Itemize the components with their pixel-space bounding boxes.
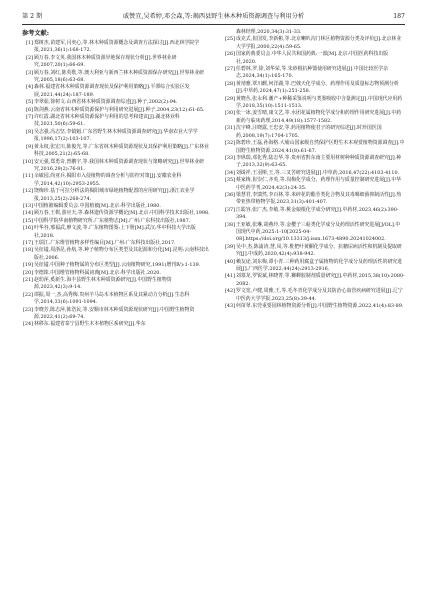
reference-text: 黄永权,张宏川,陈俊光,等.广东省林木种质资源现状及其保护利用策略[J].广东林业科技,2005,21(2):65-68. <box>34 143 209 158</box>
reference-number: [37] <box>224 206 235 213</box>
reference-number: [6] <box>26 106 33 113</box>
reference-entry <box>22 70 210 85</box>
reference-entry <box>22 173 210 188</box>
page-number: 187 <box>393 13 405 20</box>
reference-text: 森林.福建省林木种质资源调查现状及保护利用策略[J].平潭综合实验区发展,2021,44(24):187-189. <box>34 84 190 98</box>
reference-text: 黄靖雅,覃川麒,何洋湖,等.巴戟天化学成分、药理作用及质量标志物预测分析[J].中草药,2024,47(1):251-258. <box>236 80 399 95</box>
reference-entry <box>224 81 405 96</box>
reference-text: 饶梅珍.基于可拉分析法的揭阳城市绿地植物配置的应用研究[J].浙江农业学报,2013,25(2):268-274. <box>34 188 195 202</box>
reference-entry <box>224 192 405 207</box>
reference-number: [22] <box>22 291 33 298</box>
running-header <box>22 10 405 24</box>
reference-entry <box>224 66 405 81</box>
reference-number: [20] <box>22 269 33 276</box>
reference-number: [2] <box>26 54 33 61</box>
reference-text: 沈宇峰,汪晓露,王忠安,等.药用植物使君子的研究综述[J].时珍国医国药,2008,19(7):1704-1705. <box>236 125 382 139</box>
reference-text: 王瑞江.广东维管植物多样性编目[M].广州:广东科技出版社,2017. <box>34 239 176 246</box>
reference-number: [13] <box>22 202 33 209</box>
reference-entry <box>224 288 405 303</box>
reference-text: 李德铢.中国维管植物科属词典[M].北京:科学出版社,2020. <box>34 269 161 276</box>
reference-entry <box>22 247 210 262</box>
reference-number: [11] <box>22 173 33 180</box>
reference-number: [30] <box>224 110 235 117</box>
reference-number: [16] <box>22 225 33 232</box>
reference-number: [32] <box>224 140 235 147</box>
reference-number: [41] <box>224 273 235 280</box>
reference-entry <box>22 188 210 203</box>
reference-entry <box>22 129 210 144</box>
reference-number: [42] <box>224 288 235 295</box>
reference-number: [28] <box>224 80 235 87</box>
reference-entry <box>22 225 210 240</box>
header-rule <box>22 24 405 25</box>
reference-text: 李纵瑞,邓化秀,陆志华,等.贵州省黔东南主要用材树种种质资源调查研究[J].种子,2013,32(9):63-65. <box>236 154 402 169</box>
reference-entry <box>224 155 405 170</box>
reference-number: [5] <box>26 99 33 106</box>
reference-text: 余敏园,尚亚兵.揭阳市入侵植物的调查分析与防控对策[J].安徽农业科学,2014,42(10):2953-2955. <box>34 173 182 187</box>
reference-number: [40] <box>224 258 235 265</box>
reference-entry <box>224 36 405 51</box>
reference-text: 罗文宽,卢健,周雅,王,等.毛冬青化学成分及其防治心血管疾病研究进展[J].辽宁中医药大学学报,2023,25(8):39-44. <box>236 288 403 302</box>
reference-number: [33] <box>224 154 235 161</box>
reference-entry <box>22 321 210 328</box>
reference-text: 吴志强,冯志坚,李镇魁.广东省野生林木种质资源调查研究[J].华南农业大学学报,1996,17(2):103-107. <box>34 128 198 143</box>
reference-text: 郑树杰,苗建军,闫奕心,等.林木种质资源概念及调查方法探讨[J].西北林学院学报,2021,36(1):168-172. <box>34 40 200 54</box>
reference-text: 安元强,郑勇奇,曾鹏宇,等.我国林木种质资源调查现状与策略研究[J].世界林业研究,2016,29(2):76-81. <box>34 158 205 172</box>
reference-text: 赵幼萍,奚新生.海丰县野生林木种质资源研究[J].中国野生植物资源,2023,42(3):9-14. <box>34 277 172 291</box>
reference-text: 吴征镒,周浙昆,孙航,等.种子植物分布区类型及其起源和分化[M].昆明:云南科技出版社,2006. <box>34 247 209 261</box>
reference-text: 顾万春,李文英.我国林木种质资源异地保存现状分析[J].世界林业研究,2007,20(1):66-69. <box>34 54 177 69</box>
reference-text: 陈碧珍,王磊,孙海格.大埔山国家级自然保护区野生木本观赏植物资源调查[J].中国野生植物资源,2024,41(8):61-67. <box>236 140 405 154</box>
reference-text: 顾万春,刘红,陈英歌,等.澳大利亚与新西兰林木种质资源保存研究[J].世界林业研究,2005,18(6):63-68. <box>34 69 205 84</box>
reference-number: [27] <box>224 66 235 73</box>
reference-text: 梁慧君,李馈然,李百林,等.米碎花的酯苷类化合物及其毒噶细菌抑制活性[J].热带亚热带植物学报,2023,31(3):401-407. <box>236 191 402 206</box>
reference-entry <box>22 270 210 277</box>
references-right-column <box>224 29 405 310</box>
reference-entry <box>224 222 405 244</box>
reference-number: [9] <box>26 143 33 150</box>
reference-entry <box>22 84 210 99</box>
reference-entry <box>224 303 405 310</box>
reference-number: [24] <box>22 321 33 328</box>
reference-text: 江聪容,张广杰,李敏,等.桃金娘根化学成分研究[J].中药材,2023,46(2):390-394. <box>236 206 399 221</box>
reference-text: 李翠茹,徐树文.山西省林木种质资源调查综述[J].种子,2002(2):94. <box>34 99 178 106</box>
running-title: 戚赞宜,吴希婷,邓会森,等:揭西县野生林木种质资源调查与利用分析 <box>122 13 305 20</box>
reference-text: 任碧林,罗,徐,刘华荣,等.朱砂根抗种馏使用研究进展[J].中国比较医学杂志,2024,34(1):165-170. <box>236 66 389 80</box>
reference-number: [17] <box>22 239 33 246</box>
reference-text: 李晓芳,陈志萍,陈浩民,等.安顺市林木种质资源现状研究[J].中国野生植物资源,2022,41(2):69-74. <box>34 306 195 321</box>
reference-text: 吴中,杰,陈浦涛,慧,凤,等.枇杷叶黄酮化学成分、抗糖尿病活性和机制及提取研究[J].中成药,2020,42(4):938-942. <box>236 243 402 258</box>
reference-number: [39] <box>224 243 235 250</box>
reference-entry <box>224 170 405 177</box>
reference-text: 何苗翠.东莞重要园林植物资源分析[J].中国野生植物资源,2022,41(4):83-89. <box>236 303 404 310</box>
reference-text: 吴征镒.中国种子植物属的分布区类型[J].云南植物研究,1991(增刊Ⅳ):1-139. <box>34 262 201 269</box>
reference-number: [3] <box>26 69 33 76</box>
reference-number: [10] <box>22 158 33 165</box>
reference-entry <box>22 99 210 106</box>
reference-number: [25] <box>224 36 235 43</box>
reference-text: 国家药典委员会.中华人民共和国药典:一部[M].北京:中国医药科技出版社,2020. <box>236 51 389 65</box>
reference-number: [35] <box>224 177 235 184</box>
reference-number: [15] <box>22 217 33 224</box>
reference-entry <box>224 96 405 111</box>
reference-entry <box>22 159 210 174</box>
reference-entry <box>22 107 210 114</box>
reference-number: [43] <box>224 303 235 310</box>
reference-number: [12] <box>22 188 33 195</box>
reference-number: [29] <box>224 95 235 102</box>
reference-number: [8] <box>26 128 33 135</box>
reference-text: 蔡家梅,崔崇仁,齐英,等.岗梅化学成分、药理作用与质量控制研究进展[J].中华中医药学刊,2024,42(3):24-35. <box>236 177 402 191</box>
reference-number: [34] <box>224 169 235 176</box>
reference-text: 中国科学院华南植物研究所.广东植物志[M].广州:广东科技出版社,1987. <box>34 217 191 224</box>
reference-number: [19] <box>22 262 33 269</box>
reference-number: [31] <box>224 125 235 132</box>
reference-text: 王亚敏,张琳,胡燕玲,等.金樱子三萜类化学成分及药理活性研究进展[J/OL].中国现代中药,2025:1-10[2025-04-08].https://doi.org/10.13313/j.issn.1673-4890.20241024002. <box>236 221 401 243</box>
reference-text: 叶华谷,邢福武,廖文波,等.广东植物图鉴:上下册[M].武汉:华中科技大学出版社,2018. <box>34 225 196 239</box>
reference-text: 张一冰,姜雪晴,康文艺,等.水团花属植物化学成分和药理作用研究进展[J].中药新药与临床药理,2014,49(18):1577-1582. <box>236 110 402 124</box>
reference-entry <box>22 55 210 70</box>
issue-label: 第 2 期 <box>22 13 43 20</box>
reference-entry <box>22 114 210 129</box>
reference-number: [23] <box>22 306 33 313</box>
reference-entry <box>22 210 210 217</box>
reference-number: [38] <box>224 221 235 228</box>
reference-number: [18] <box>22 247 33 254</box>
reference-number: [14] <box>22 210 33 217</box>
reference-entry <box>224 110 405 125</box>
reference-entry <box>224 125 405 140</box>
reference-entry <box>224 207 405 222</box>
reference-text: 陈剑燕.云南省林木种质资源保护与利用研究进展[J].种子,2004,23(12):61-65. <box>34 106 205 113</box>
reference-text: 林移东.福建省泰宁县野生木本植物区系研究[J].华东 <box>34 321 146 328</box>
reference-text: 森林经理,2020,34(3):31-33. <box>236 29 302 35</box>
reference-number: [26] <box>224 51 235 58</box>
reference-text: 赖友途,刘东梅,谭小青.三种药用腐盒子属植物的化学成分及药理活性的研究进展[J].广西医学,2022,44(24):2913-2916. <box>236 258 403 272</box>
reference-entry <box>224 273 405 288</box>
reference-text: 谭振,周一,杰,高秀梅.贵州羊马岛木本植物区系及其紧动力分析[J].生态科学,2014,33(6):1091-1094. <box>34 291 190 306</box>
reference-entry <box>22 144 210 159</box>
reference-text: 成克式,崔国发,李新彬,等.北京喇叭沟门林区植物资源分类及评价[J].北京林业大学学报,2000,22(4):59-65. <box>236 36 402 50</box>
references-heading: 参考文献: <box>22 30 50 37</box>
reference-text: 顾万春,王棋,游应天,等.森林遗传资源学概论[M].北京:中国科学技术出版社,1998. <box>34 210 210 217</box>
reference-text: 刘慕龙,罗锐斌,林晓菁,等.狮蝉胶制剂质量研究[J].中药材,2015,38(10):2080-2082. <box>236 273 405 287</box>
references-left-column <box>22 40 210 329</box>
reference-entry <box>224 51 405 66</box>
reference-entry <box>224 140 405 155</box>
reference-number: [36] <box>224 191 235 198</box>
reference-text: 刘缉祥,王羽斯,王,等.三叉苦研究进展[J].中草药,2016,47(22):4103-4110. <box>236 169 400 176</box>
reference-entry <box>22 277 210 292</box>
reference-text: 许红霞.湖北省林木种质资源保护与利用的思考和建议[J].湖北林业科技,2021,50(6):59-61. <box>34 114 180 128</box>
reference-number: [1] <box>26 40 33 46</box>
reference-number: [21] <box>22 277 33 283</box>
reference-number: [4] <box>26 84 33 91</box>
reference-entry <box>224 244 405 259</box>
reference-entry <box>224 259 405 274</box>
reference-number: [7] <box>26 114 33 121</box>
reference-entry <box>224 177 405 192</box>
reference-text: 黄晓丛,张永利.潮产+种稀采鉴说明与类鉴吸收中含量测定[J].中国现代应用药学,2018,35(10):1511-1513. <box>236 95 403 110</box>
reference-text: 中国植被编辑委员会.中国植被[M].北京:科学出版社,1980. <box>34 202 161 209</box>
reference-entry <box>22 307 210 322</box>
reference-entry <box>22 262 210 269</box>
reference-entry <box>22 40 210 55</box>
reference-entry <box>22 292 210 307</box>
